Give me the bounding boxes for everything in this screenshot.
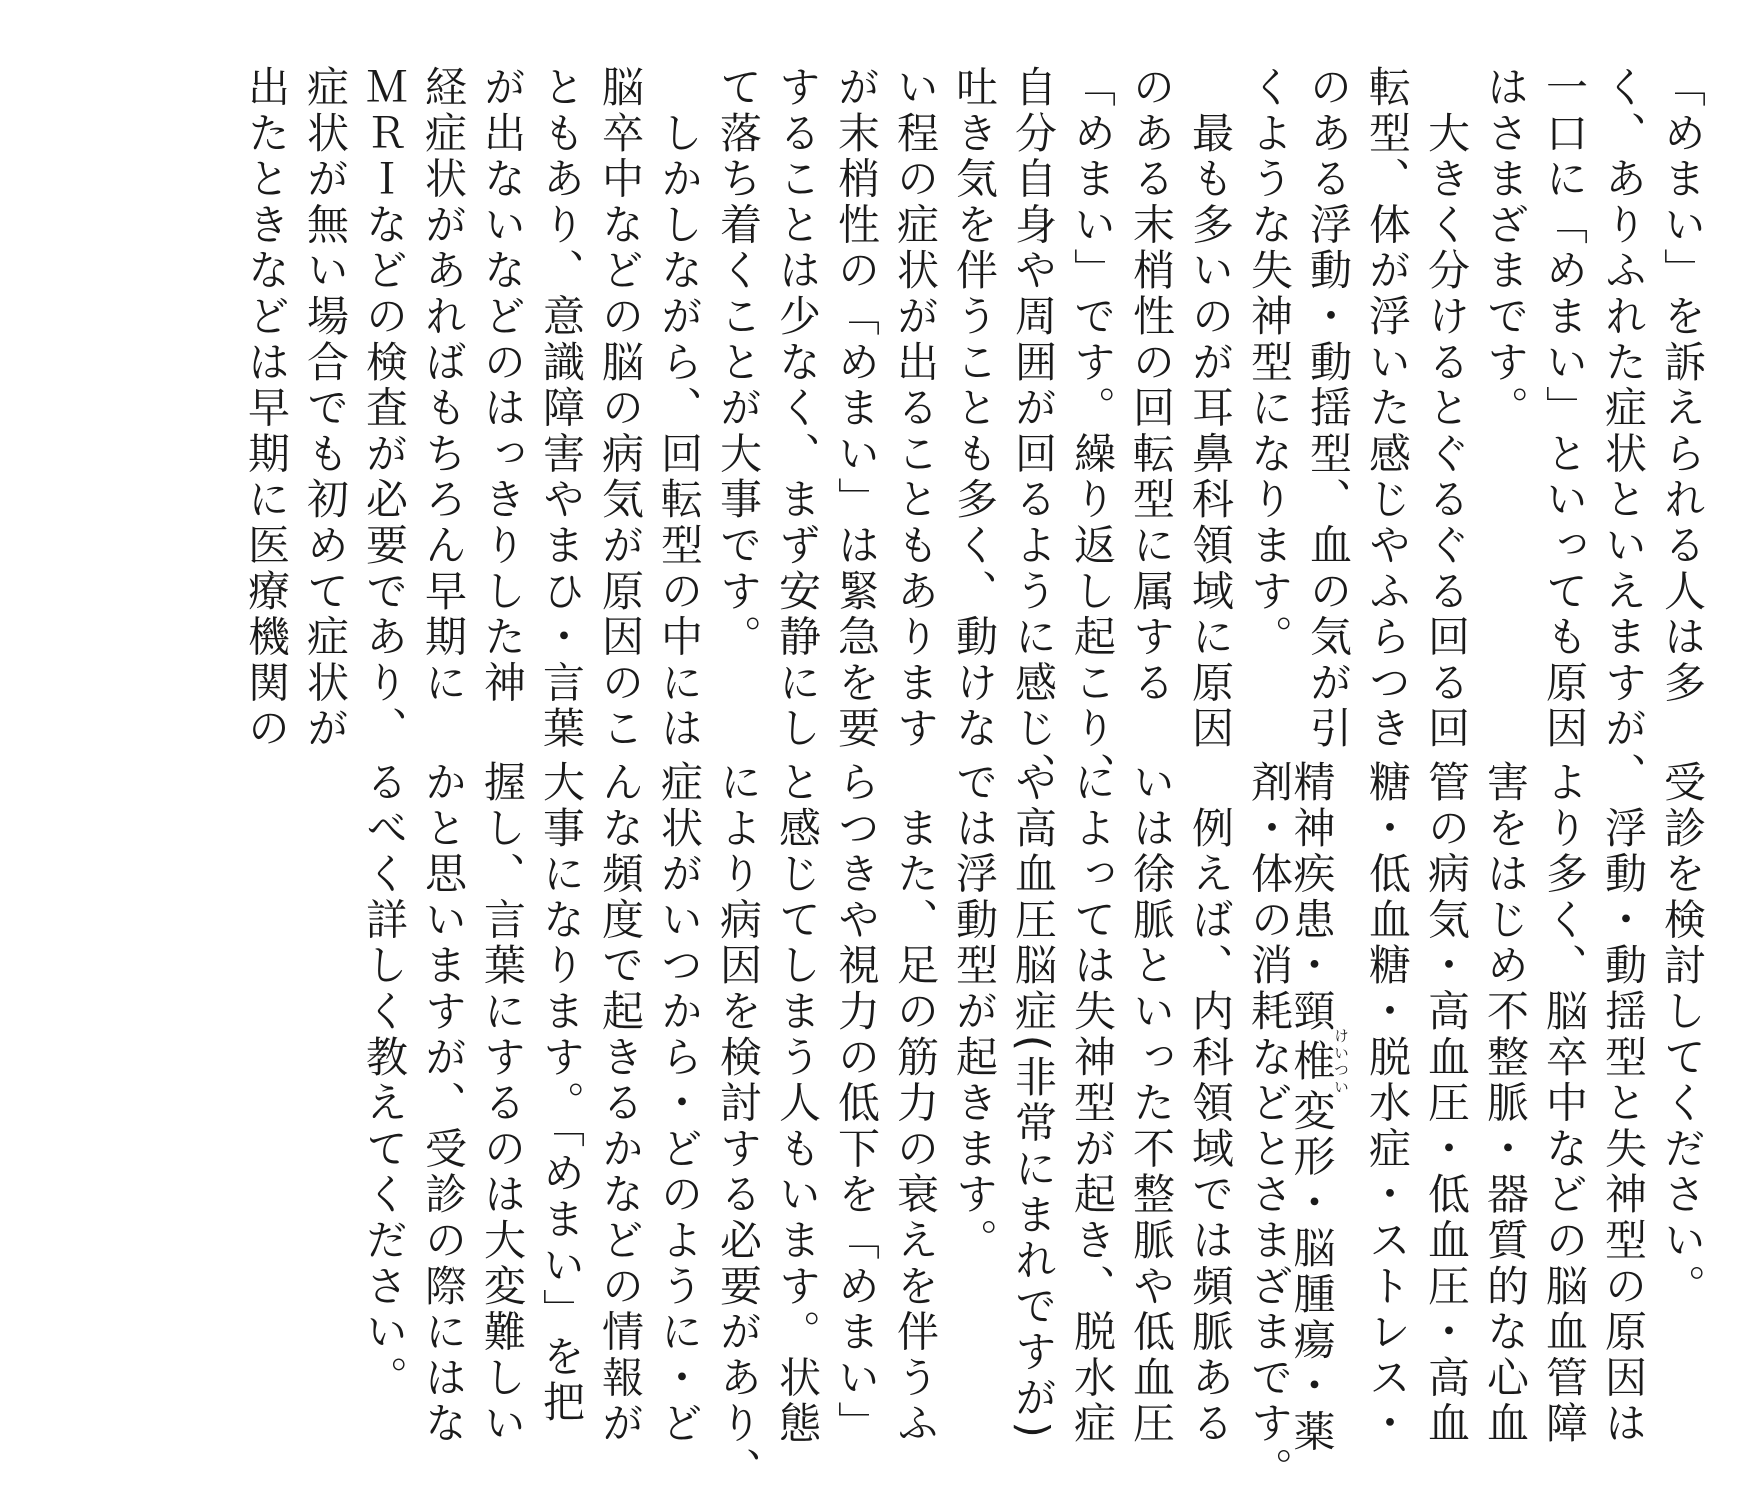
text-column: 浮動・動揺型と失神型の原因は bbox=[1599, 760, 1648, 1447]
text-column: により病因を検討する必要があり、 bbox=[714, 760, 763, 1493]
text-column: また、足の筋力の衰えを伴うふ bbox=[891, 760, 940, 1447]
text-column: が末梢性の「めまい」は緊急を要 bbox=[832, 65, 881, 752]
text-column: 自分自身や周囲が回るように感じ、 bbox=[1009, 65, 1058, 798]
ruby-annotation bbox=[1287, 1027, 1350, 1096]
text-column: 最も多いのが耳鼻科領域に原因 bbox=[1186, 65, 1235, 752]
ruby-base: 椎 bbox=[1287, 1027, 1337, 1096]
text-segment: 変形・脳腫瘍・薬 bbox=[1287, 1088, 1337, 1456]
text-column: くような失神型になります。 bbox=[1245, 65, 1294, 661]
text-column: 受診を検討してください。 bbox=[1658, 760, 1707, 1310]
text-column: いは徐脈といった不整脈や低血圧 bbox=[1127, 760, 1176, 1447]
text-column: することは少なく、まず安静にし bbox=[773, 65, 822, 752]
text-column: 例えば、内科領域では頻脈ある bbox=[1186, 760, 1235, 1447]
text-column: い程の症状が出ることもあります bbox=[891, 65, 940, 752]
text-column: が出ないなどのはっきりした神 bbox=[478, 65, 527, 707]
text-column: るべく詳しく教えてください。 bbox=[360, 760, 409, 1402]
text-column: 出たときなどは早期に医療機関の bbox=[242, 65, 291, 752]
text-column: 大きく分けるとぐるぐる回る回 bbox=[1422, 65, 1471, 752]
text-column: では浮動型が起きます。 bbox=[950, 760, 999, 1264]
text-segment: 精神疾患・頸 bbox=[1287, 760, 1337, 1035]
text-column: 「めまい」を訴えられる人は多 bbox=[1658, 65, 1707, 707]
text-column: ともあり、意識障害やまひ・言葉 bbox=[537, 65, 586, 752]
text-column: によっては失神型が起き、脱水症 bbox=[1068, 760, 1117, 1447]
text-column: 大事になります。「めまい」を把 bbox=[537, 760, 586, 1426]
text-column: 経症状があればもちろん早期に bbox=[419, 65, 468, 707]
text-column: て落ち着くことが大事です。 bbox=[714, 65, 763, 661]
text-column: 剤・体の消耗などとさまざまです。 bbox=[1245, 760, 1294, 1493]
text-column-with-ruby bbox=[1287, 760, 1350, 1456]
text-column: 握し、言葉にするのは大変難しい bbox=[478, 760, 527, 1447]
text-column: 吐き気を伴うことも多く、動けな bbox=[950, 65, 999, 752]
text-column: より多く、脳卒中などの脳血管障 bbox=[1540, 760, 1589, 1447]
text-column: 一口に「めまい」といっても原因 bbox=[1540, 65, 1589, 752]
text-column: く、ありふれた症状といえますが、 bbox=[1599, 65, 1648, 798]
ruby-reading: けいつい bbox=[1332, 1027, 1350, 1096]
text-column: 症状が無い場合でも初めて症状が bbox=[301, 65, 350, 752]
text-column: ＭＲＩなどの検査が必要であり、 bbox=[360, 65, 409, 752]
text-column: 脳卒中などの脳の病気が原因のこ bbox=[596, 65, 645, 752]
text-column: んな頻度で起きるかなどの情報が bbox=[596, 760, 645, 1447]
text-column: 糖・低血糖・脱水症・ストレス・ bbox=[1363, 760, 1412, 1447]
text-column: のある末梢性の回転型に属する bbox=[1127, 65, 1176, 707]
text-column: はさまざまです。 bbox=[1481, 65, 1530, 432]
text-column: と感じてしまう人もいます。状態 bbox=[773, 760, 822, 1447]
text-column: 症状がいつから・どのように・ど bbox=[655, 760, 704, 1447]
text-column: 転型、体が浮いた感じやふらつき bbox=[1363, 65, 1412, 752]
text-column: らつきや視力の低下を「めまい」 bbox=[832, 760, 881, 1447]
text-column: や高血圧脳症(非常にまれですが) bbox=[1009, 760, 1058, 1442]
text-column: 管の病気・高血圧・低血圧・高血 bbox=[1422, 760, 1471, 1447]
text-column: 害をはじめ不整脈・器質的な心血 bbox=[1481, 760, 1530, 1447]
text-column: しかしながら、回転型の中には bbox=[655, 65, 704, 752]
text-column: かと思いますが、受診の際にはな bbox=[419, 760, 468, 1447]
text-column: のある浮動・動揺型、血の気が引 bbox=[1304, 65, 1353, 752]
text-column: 「めまい」です。繰り返し起こり、 bbox=[1068, 65, 1117, 798]
